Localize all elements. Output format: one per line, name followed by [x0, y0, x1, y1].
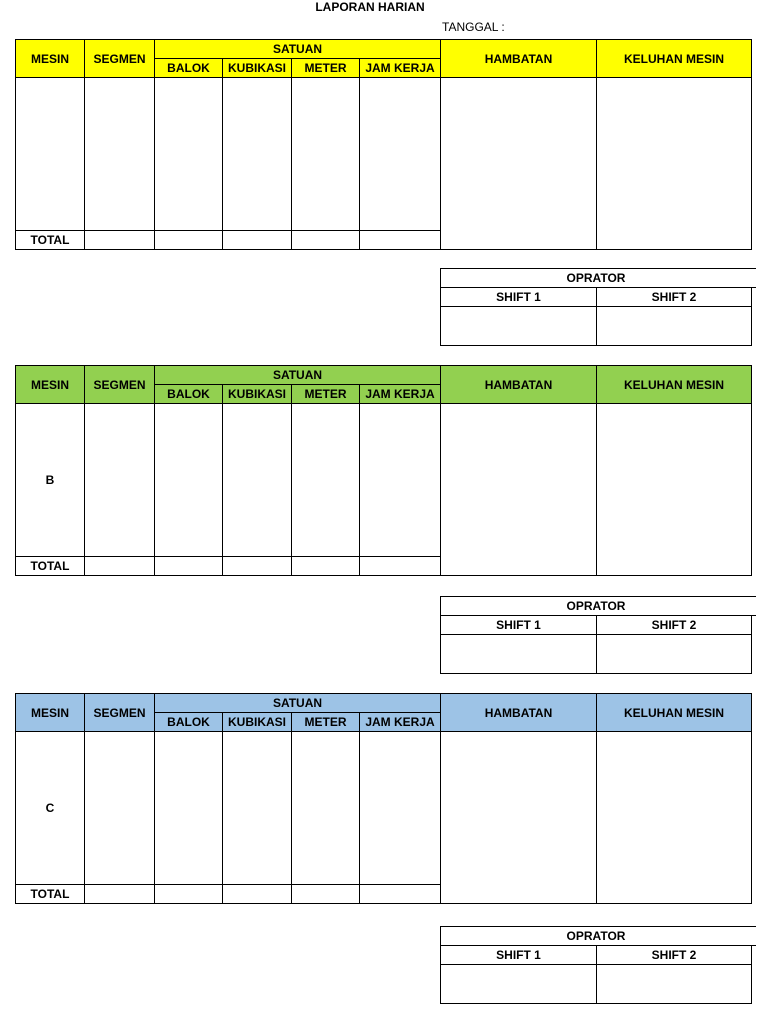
shift-2-header: SHIFT 2	[596, 615, 752, 635]
shift-1-header: SHIFT 1	[440, 615, 597, 635]
jam-kerja-cell[interactable]	[359, 77, 441, 231]
date-label: TANGGAL :	[442, 20, 505, 34]
hambatan-cell[interactable]	[440, 403, 597, 576]
col-hambatan: HAMBATAN	[440, 693, 597, 732]
total-segmen-cell[interactable]	[84, 230, 155, 250]
col-meter: METER	[291, 384, 360, 404]
total-meter-cell[interactable]	[291, 230, 360, 250]
meter-cell[interactable]	[291, 731, 360, 885]
col-hambatan: HAMBATAN	[440, 39, 597, 78]
col-satuan: SATUAN	[154, 693, 441, 713]
col-balok: BALOK	[154, 384, 223, 404]
total-label: TOTAL	[15, 884, 85, 904]
kubikasi-cell[interactable]	[222, 77, 292, 231]
shift-1-header: SHIFT 1	[440, 945, 597, 965]
segmen-cell[interactable]	[84, 77, 155, 231]
col-keluhan-mesin: KELUHAN MESIN	[596, 365, 752, 404]
shift-2-header: SHIFT 2	[596, 287, 752, 307]
kubikasi-cell[interactable]	[222, 403, 292, 557]
shift-1-header: SHIFT 1	[440, 287, 597, 307]
shift-1-cell[interactable]	[440, 964, 597, 1004]
total-segmen-cell[interactable]	[84, 884, 155, 904]
machine-cell[interactable]	[15, 77, 85, 231]
total-segmen-cell[interactable]	[84, 556, 155, 576]
machine-cell[interactable]: C	[15, 731, 85, 885]
col-segmen: SEGMEN	[84, 39, 155, 78]
total-jam-kerja-cell[interactable]	[359, 884, 441, 904]
col-satuan: SATUAN	[154, 39, 441, 59]
operator-title: OPRATOR	[566, 929, 626, 943]
kubikasi-cell[interactable]	[222, 731, 292, 885]
col-segmen: SEGMEN	[84, 365, 155, 404]
col-mesin: MESIN	[15, 693, 85, 732]
hambatan-cell[interactable]	[440, 77, 597, 250]
hambatan-cell[interactable]	[440, 731, 597, 904]
keluhan-mesin-cell[interactable]	[596, 77, 752, 250]
segmen-cell[interactable]	[84, 731, 155, 885]
segmen-cell[interactable]	[84, 403, 155, 557]
col-hambatan: HAMBATAN	[440, 365, 597, 404]
col-keluhan-mesin: KELUHAN MESIN	[596, 693, 752, 732]
shift-2-header: SHIFT 2	[596, 945, 752, 965]
balok-cell[interactable]	[154, 403, 223, 557]
col-balok: BALOK	[154, 58, 223, 78]
keluhan-mesin-cell[interactable]	[596, 731, 752, 904]
col-jam-kerja: JAM KERJA	[359, 384, 441, 404]
jam-kerja-cell[interactable]	[359, 403, 441, 557]
total-balok-cell[interactable]	[154, 556, 223, 576]
total-kubikasi-cell[interactable]	[222, 556, 292, 576]
total-label: TOTAL	[15, 556, 85, 576]
shift-2-cell[interactable]	[596, 964, 752, 1004]
balok-cell[interactable]	[154, 731, 223, 885]
total-kubikasi-cell[interactable]	[222, 884, 292, 904]
report-title: LAPORAN HARIAN	[315, 0, 425, 14]
col-segmen: SEGMEN	[84, 693, 155, 732]
col-mesin: MESIN	[15, 39, 85, 78]
col-jam-kerja: JAM KERJA	[359, 58, 441, 78]
machine-cell[interactable]: B	[15, 403, 85, 557]
total-jam-kerja-cell[interactable]	[359, 230, 441, 250]
shift-1-cell[interactable]	[440, 306, 597, 346]
total-meter-cell[interactable]	[291, 556, 360, 576]
col-kubikasi: KUBIKASI	[222, 712, 292, 732]
shift-1-cell[interactable]	[440, 634, 597, 674]
operator-title: OPRATOR	[566, 599, 626, 613]
col-meter: METER	[291, 58, 360, 78]
balok-cell[interactable]	[154, 77, 223, 231]
col-kubikasi: KUBIKASI	[222, 58, 292, 78]
total-balok-cell[interactable]	[154, 884, 223, 904]
total-balok-cell[interactable]	[154, 230, 223, 250]
keluhan-mesin-cell[interactable]	[596, 403, 752, 576]
jam-kerja-cell[interactable]	[359, 731, 441, 885]
col-mesin: MESIN	[15, 365, 85, 404]
col-satuan: SATUAN	[154, 365, 441, 385]
meter-cell[interactable]	[291, 77, 360, 231]
shift-2-cell[interactable]	[596, 306, 752, 346]
operator-title: OPRATOR	[566, 271, 626, 285]
col-jam-kerja: JAM KERJA	[359, 712, 441, 732]
total-meter-cell[interactable]	[291, 884, 360, 904]
shift-2-cell[interactable]	[596, 634, 752, 674]
col-kubikasi: KUBIKASI	[222, 384, 292, 404]
total-jam-kerja-cell[interactable]	[359, 556, 441, 576]
col-balok: BALOK	[154, 712, 223, 732]
total-kubikasi-cell[interactable]	[222, 230, 292, 250]
col-keluhan-mesin: KELUHAN MESIN	[596, 39, 752, 78]
col-meter: METER	[291, 712, 360, 732]
total-label: TOTAL	[15, 230, 85, 250]
meter-cell[interactable]	[291, 403, 360, 557]
